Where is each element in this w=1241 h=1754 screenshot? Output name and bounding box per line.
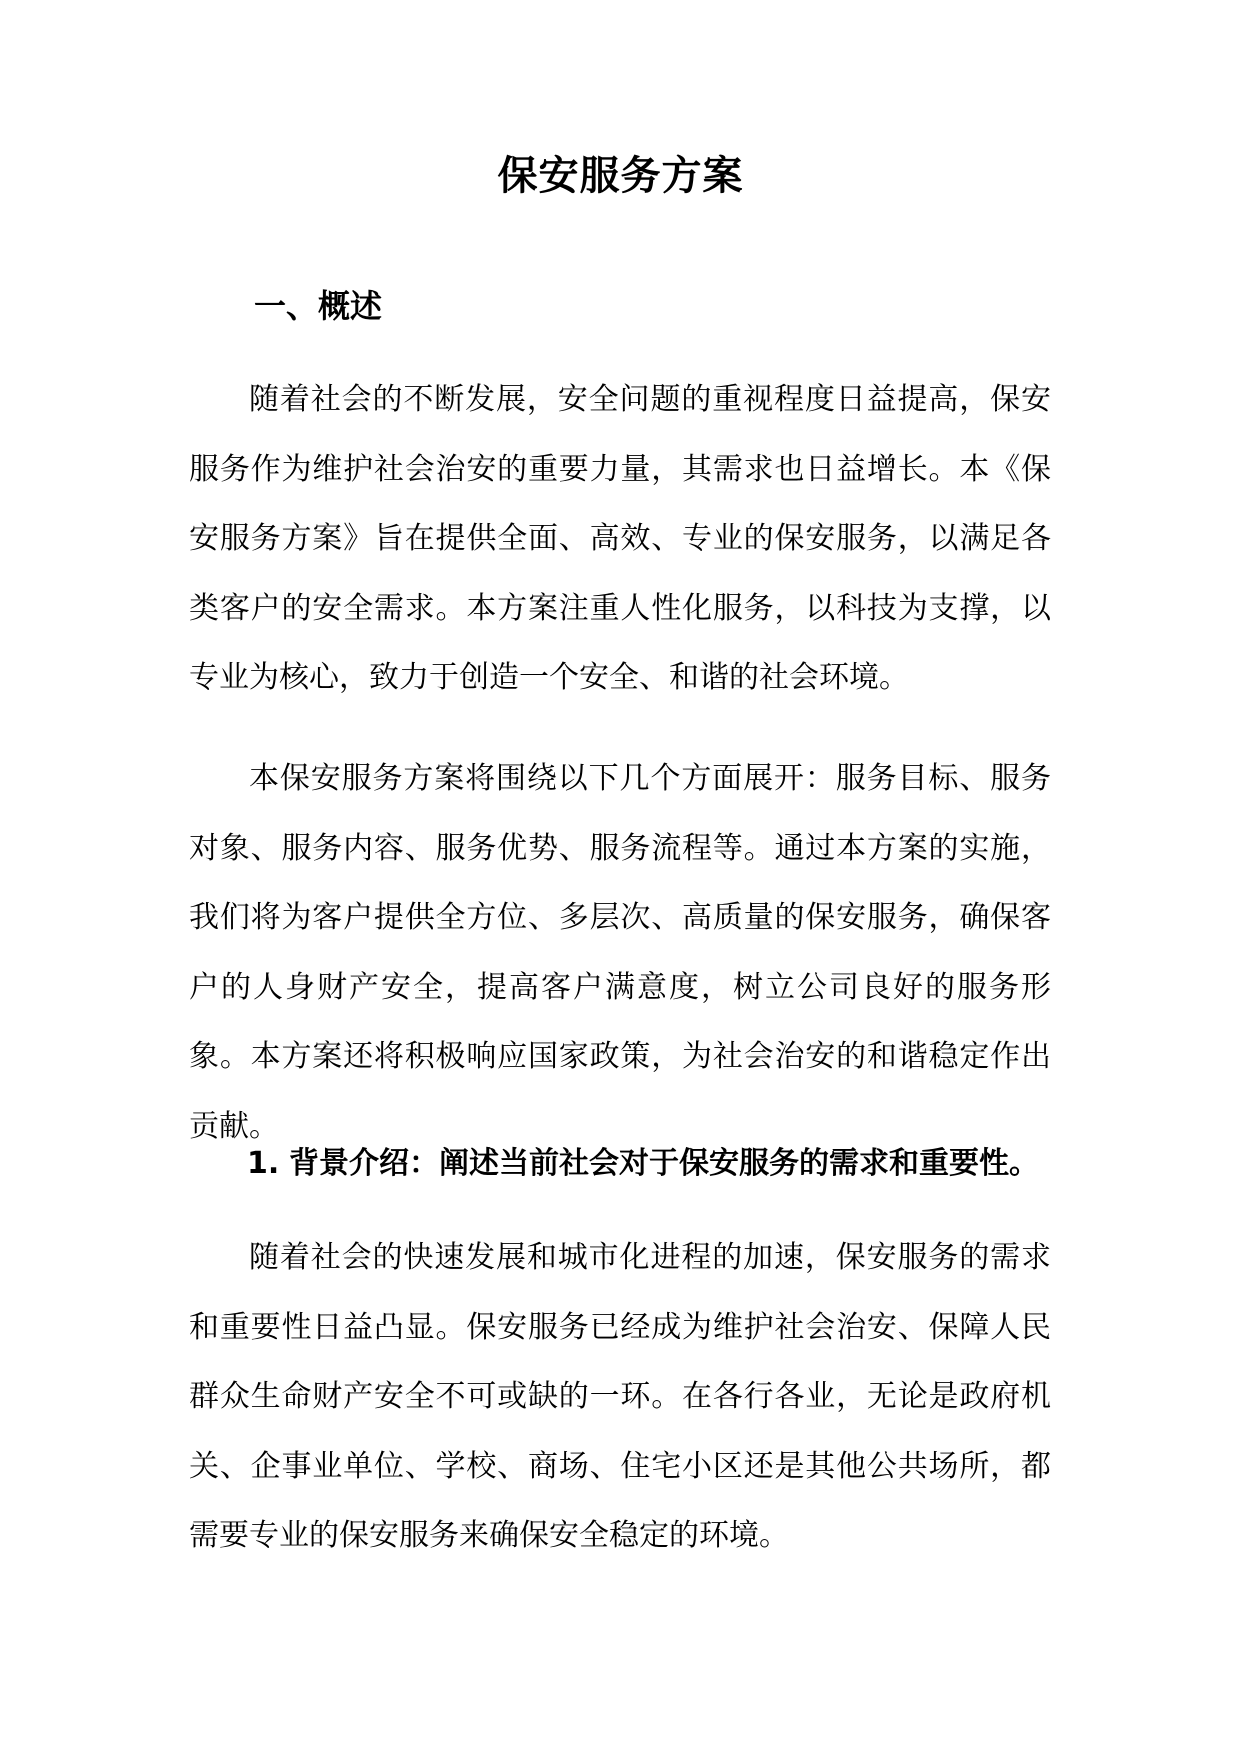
paragraph-scope: 本保安服务方案将围绕以下几个方面展开：服务目标、服务对象、服务内容、服务优势、服务流程等。通过本方案的实施，我们将为客户提供全方位、多层次、高质量的保安服务，确保客户的人身财产安全，提高客户满意度，树立公司良好的服务形象。本方案还将积极响应国家政策，为社会治安的和谐稳定作出贡献。 — [189, 761, 1051, 1144]
subsection-heading-text: 背景介绍：阐述当前社会对于保安服务的需求和重要性。 — [289, 1146, 1039, 1181]
subsection-number: 1. — [247, 1146, 280, 1181]
paragraph-background: 随着社会的快速发展和城市化进程的加速，保安服务的需求和重要性日益凸显。保安服务已经成为维护社会治安、保障人民群众生命财产安全不可或缺的一环。在各行各业，无论是政府机关、企事业单位、学校、商场、住宅小区还是其他公共场所，都需要专业的保安服务来确保安全稳定的环境。 — [189, 1240, 1051, 1553]
section-heading-overview: 一、概述 — [254, 287, 383, 325]
paragraph-intro: 随着社会的不断发展，安全问题的重视程度日益提高，保安服务作为维护社会治安的重要力量，其需求也日益增长。本《保安服务方案》旨在提供全面、高效、专业的保安服务，以满足各类客户的安全需求。本方案注重人性化服务，以科技为支撑，以专业为核心，致力于创造一个安全、和谐的社会环境。 — [189, 382, 1051, 695]
document-title: 保安服务方案 — [497, 152, 744, 199]
subsection-heading-background — [247, 1141, 1039, 1187]
